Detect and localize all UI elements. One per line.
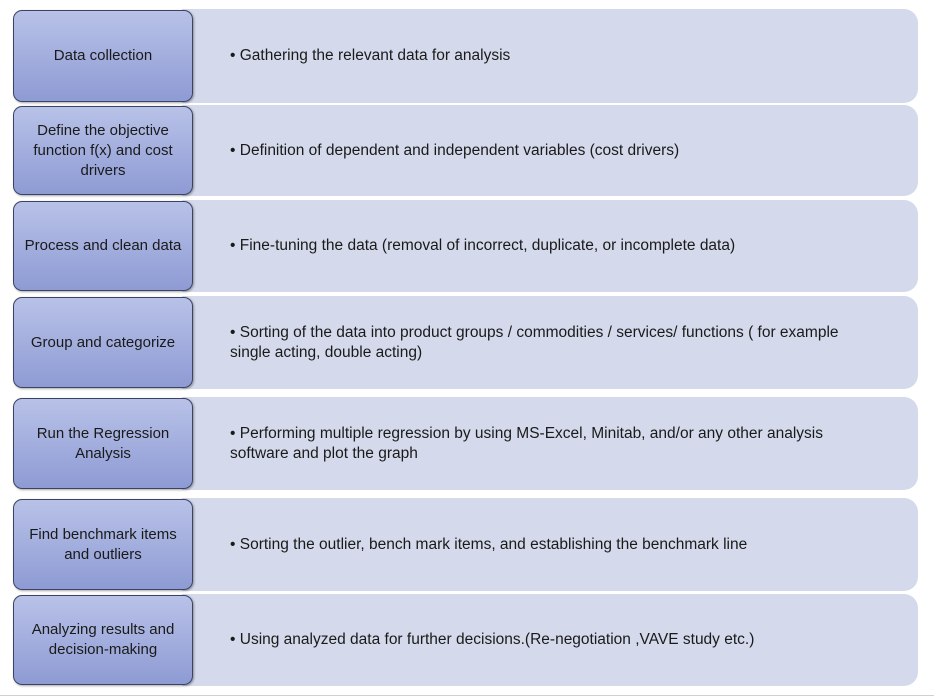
step-description-box (182, 296, 918, 389)
step-description-text: Fine-tuning the data (removal of incorrect, duplicate, or incomplete data) (239, 237, 736, 254)
bullet: • (230, 237, 236, 254)
step-row (0, 498, 934, 591)
step-title (13, 201, 193, 291)
step-description (230, 141, 679, 161)
step-title-text: Data collection (53, 47, 153, 64)
step-title (13, 297, 193, 388)
step-title-text: Run the Regression Analysis (36, 424, 170, 462)
step-row (0, 105, 934, 196)
bullet: • (230, 424, 236, 442)
step-title-text: Find benchmark items and outliers (29, 525, 177, 563)
step-row (0, 200, 934, 292)
step-description (230, 236, 735, 256)
step-description-text: Gathering the relevant data for analysis (239, 47, 511, 64)
step-title-text: Group and categorize (30, 333, 176, 351)
step-description (230, 630, 754, 650)
step-description (230, 46, 510, 66)
step-description-box (182, 200, 918, 292)
step-description-box (182, 105, 918, 196)
bullet: • (230, 535, 236, 553)
step-row (0, 296, 934, 389)
step-title (13, 10, 193, 102)
step-row (0, 397, 934, 490)
step-title (13, 398, 193, 489)
step-title-text: Process and clean data (24, 237, 182, 254)
bullet: • (230, 141, 236, 159)
step-description-text: Sorting of the data into product groups / commodities / services/ functions ( for example single acting, double acting) (230, 323, 839, 361)
step-description-box (182, 594, 918, 686)
bullet: • (230, 47, 236, 64)
step-description-box (182, 9, 918, 103)
step-description-text: Definition of dependent and independent variables (cost drivers) (239, 141, 680, 159)
step-title-text: Define the objective function f(x) and cost drivers (33, 121, 173, 179)
step-title-text: Analyzing results and decision-making (31, 621, 175, 658)
step-row (0, 594, 934, 686)
step-description-text: Using analyzed data for further decisions.(Re-negotiation ,VAVE study etc.) (239, 631, 755, 648)
step-title (13, 499, 193, 590)
step-description-box (182, 397, 918, 490)
step-description-box (182, 498, 918, 591)
bottom-divider (0, 695, 934, 696)
step-title (13, 106, 193, 195)
step-description-text: Performing multiple regression by using MS-Excel, Minitab, and/or any other analysis software and plot the graph (230, 424, 823, 462)
step-description (230, 424, 878, 464)
step-title (13, 595, 193, 685)
step-description-text: Sorting the outlier, bench mark items, and establishing the benchmark line (239, 535, 748, 553)
bullet: • (230, 323, 236, 341)
step-row (0, 9, 934, 103)
step-description (230, 323, 878, 363)
bullet: • (230, 631, 236, 648)
step-description (230, 535, 747, 555)
